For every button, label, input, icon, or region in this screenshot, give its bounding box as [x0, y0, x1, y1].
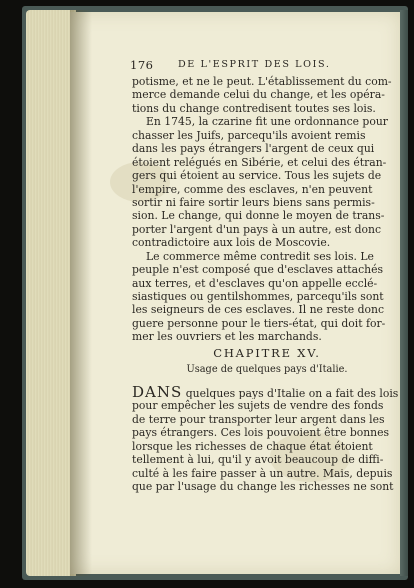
text-line: tellement à lui, qu'il y avoit beaucoup de diffi-	[132, 453, 384, 467]
text-line-rest: quelques pays d'Italie on a fait des lois	[185, 387, 399, 400]
text-line: de terre pour transporter leur argent dans les	[132, 412, 385, 426]
text-line: aux terres, et d'esclaves qu'on appelle ecclé-	[132, 276, 378, 290]
text-line	[132, 386, 402, 399]
text-line: peuple n'est composé que d'esclaves attachés	[132, 263, 384, 277]
chapter-subtitle: Usage de quelques pays d'Italie.	[186, 364, 348, 375]
text-line: chasser les Juifs, parcequ'ils avoient remis	[132, 128, 366, 142]
text-line: lorsque les richesses de chaque état étoient	[132, 439, 373, 453]
chapter-heading: CHAPITRE XV.	[213, 346, 321, 360]
text-line: sion. Le change, qui donne le moyen de trans-	[132, 209, 385, 223]
page-number: 176	[130, 58, 154, 72]
running-header	[130, 58, 400, 72]
page-edges	[26, 10, 76, 576]
body-text	[132, 75, 402, 344]
text-line: guere personne pour le tiers-état, qui doit for-	[132, 316, 386, 330]
text-line: siastiques ou gentilshommes, parcequ'ils sont	[132, 290, 384, 303]
chapter-text	[132, 386, 402, 494]
text-line: merce demande celui du change, et les opéra-	[132, 88, 385, 102]
text-line: En 1745, la czarine fit une ordonnance pour	[146, 115, 388, 129]
text-line: gers qui étoient au service. Tous les sujets de	[132, 169, 382, 183]
text-line: tions du change contredisent toutes ses lois.	[132, 101, 376, 115]
text-line: culté à les faire passer à un autre. Mais, depuis	[132, 466, 393, 480]
text-line: étoient relégués en Sibérie, et celui des étran-	[132, 155, 387, 169]
text-line: sortir ni faire sortir leurs biens sans permis-	[132, 195, 375, 209]
text-line: contradictoire aux lois de Moscovie.	[132, 236, 331, 250]
text-line: l'empire, comme des esclaves, n'en peuvent	[132, 182, 373, 196]
running-title: DE L'ESPRIT DES LOIS.	[178, 59, 331, 70]
gutter-shadow	[70, 10, 92, 576]
text-line: potisme, et ne le peut. L'établissement du com-	[132, 75, 392, 88]
text-line: pour empêcher les sujets de vendre des fonds	[132, 399, 384, 413]
text-line: les seigneurs de ces esclaves. Il ne reste donc	[132, 303, 385, 317]
text-line: pays étrangers. Ces lois pouvoient être bonnes	[132, 426, 390, 440]
text-line: mer les ouvriers et les marchands.	[132, 330, 322, 344]
text-line: Le commerce même contredit ses lois. Le	[146, 249, 374, 263]
text-line: que par l'usage du change les richesses ne sont	[132, 480, 394, 494]
chapter-first-word: DANS	[132, 386, 183, 400]
text-line: porter l'argent d'un pays à un autre, est donc	[132, 222, 382, 236]
text-line: dans les pays étrangers l'argent de ceux qui	[132, 142, 375, 156]
